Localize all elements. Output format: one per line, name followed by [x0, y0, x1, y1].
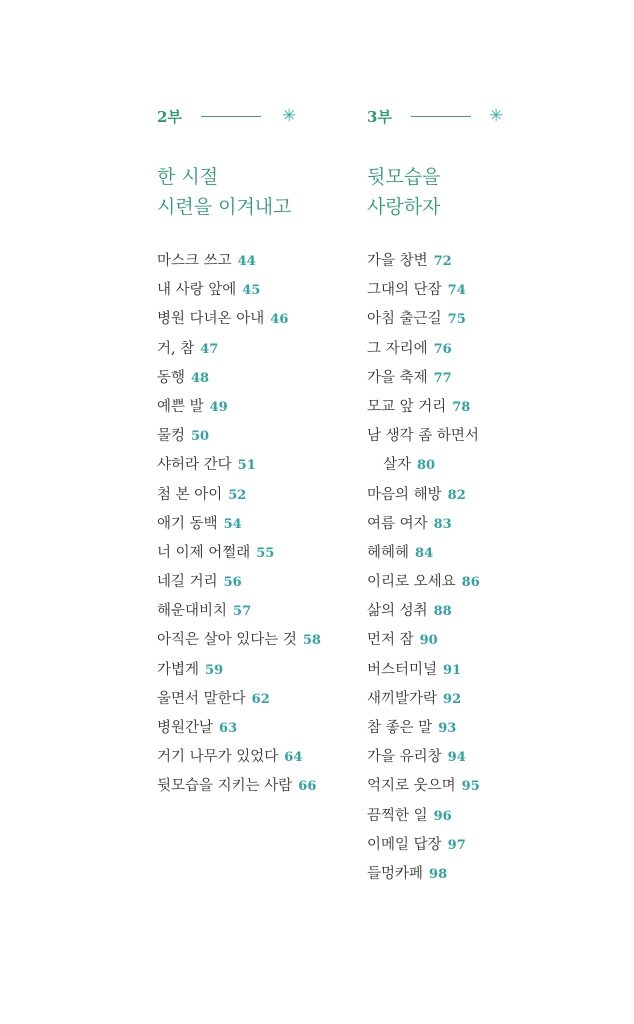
toc-entry-page-number: 46 — [270, 312, 289, 328]
part-3-label: 3부 — [367, 108, 392, 126]
toc-entry-title: 가을 창변 — [367, 253, 428, 269]
toc-entry-title: 너 이제 어쩔래 — [157, 544, 251, 561]
toc-entry-title: 아직은 살아 있다는 것 — [157, 632, 297, 649]
toc-entry-title: 여름 여자 — [367, 515, 428, 532]
toc-entry — [157, 335, 321, 364]
toc-entry-title: 샤허라 간다 — [157, 457, 232, 474]
toc-entry-page-number: 57 — [233, 604, 252, 620]
toc-entry — [367, 393, 480, 422]
toc-entry — [367, 276, 480, 305]
part-2-title — [157, 162, 292, 222]
toc-entry — [367, 831, 480, 860]
toc-entry-page-number: 84 — [415, 545, 434, 561]
toc-entry-page-number: 98 — [429, 866, 448, 882]
toc-entry-title: 병원간날 — [157, 720, 214, 736]
toc-entry-page-number: 45 — [242, 283, 261, 299]
toc-entry-page-number: 95 — [461, 779, 480, 795]
toc-entry — [367, 568, 480, 597]
toc-entry-page-number: 66 — [298, 779, 317, 795]
toc-entry-title: 예쁜 발 — [157, 398, 204, 415]
toc-entry — [367, 714, 480, 743]
toc-entry — [367, 305, 480, 334]
toc-entry — [157, 772, 321, 801]
toc-entry-page-number: 47 — [200, 341, 219, 357]
toc-entry-title: 울면서 말한다 — [157, 690, 246, 707]
toc-entry-page-number: 49 — [209, 399, 228, 415]
toc-entry-title: 삶의 성취 — [367, 603, 428, 620]
part-2-rule — [201, 116, 261, 117]
snowflake-icon: ✳ — [489, 106, 504, 126]
toc-entry-title: 아침 출근길 — [367, 311, 442, 328]
toc-entry — [367, 247, 480, 276]
toc-entry — [367, 772, 480, 801]
toc-entry-title: 참 좋은 말 — [367, 720, 433, 736]
snowflake-icon: ✳ — [282, 106, 297, 126]
toc-entry-title: 애기 동백 — [157, 515, 218, 532]
toc-entry — [367, 656, 480, 685]
toc-entry-page-number: 59 — [205, 662, 224, 678]
toc-entry-page-number: 72 — [433, 254, 452, 269]
toc-entry-page-number: 63 — [219, 721, 238, 736]
toc-entry — [157, 305, 321, 334]
toc-entry — [157, 247, 321, 276]
toc-entry-page-number: 64 — [284, 750, 303, 766]
part-2-title-line-2: 시련을 이겨내고 — [157, 196, 292, 218]
toc-entry-title: 마음의 해방 — [367, 486, 442, 503]
toc-entry — [367, 743, 480, 772]
toc-entry-page-number: 91 — [443, 662, 462, 678]
toc-entry — [157, 510, 321, 539]
toc-entry — [157, 393, 321, 422]
toc-entry-page-number: 83 — [433, 516, 452, 532]
toc-entry-title: 첨 본 아이 — [157, 486, 223, 503]
toc-entry — [157, 539, 321, 568]
toc-entry-title: 억지로 웃으며 — [367, 778, 456, 795]
toc-entry-title: 이리로 오세요 — [367, 574, 456, 591]
toc-entry — [367, 364, 480, 393]
toc-entry — [157, 364, 321, 393]
toc-entry-page-number: 86 — [461, 575, 480, 591]
toc-entry — [367, 510, 480, 539]
toc-entry — [367, 685, 480, 714]
part-2-toc-list — [157, 247, 321, 802]
toc-entry-title: 네길 거리 — [157, 574, 218, 591]
toc-entry-title: 거, 참 — [157, 340, 195, 357]
toc-entry-title: 해운대비치 — [157, 603, 228, 620]
toc-entry — [157, 685, 321, 714]
toc-entry — [367, 597, 480, 626]
toc-entry-page-number: 97 — [447, 837, 466, 853]
toc-entry-title: 거기 나무가 있었다 — [157, 749, 279, 766]
toc-entry-page-number: 74 — [447, 283, 466, 299]
toc-entry-page-number: 52 — [228, 487, 247, 503]
toc-entry-page-number: 80 — [417, 458, 436, 474]
toc-entry-title: 이메일 답장 — [367, 836, 442, 853]
toc-entry-title: 그 자리에 — [367, 340, 428, 357]
toc-entry-title: 가을 축제 — [367, 369, 428, 386]
toc-entry — [157, 451, 321, 480]
toc-entry-title: 물컹 — [157, 428, 186, 445]
part-3-rule — [411, 116, 471, 117]
toc-entry-title: 병원 다녀온 아내 — [157, 311, 265, 328]
toc-entry — [157, 422, 321, 451]
toc-entry-title: 모교 앞 거리 — [367, 398, 447, 415]
toc-entry-title: 동행 — [157, 369, 186, 386]
toc-entry-page-number: 51 — [237, 458, 256, 474]
toc-entry-title: 뒷모습을 지키는 사람 — [157, 778, 293, 795]
toc-entry-page-number: 94 — [447, 750, 466, 766]
toc-entry-title: 헤헤헤 — [367, 544, 410, 561]
toc-entry — [367, 539, 480, 568]
toc-entry-title: 끔찍한 일 — [367, 807, 428, 824]
toc-entry-title: 마스크 쓰고 — [157, 253, 232, 269]
toc-entry-page-number: 82 — [447, 487, 466, 503]
toc-entry-page-number: 55 — [256, 545, 275, 561]
toc-entry-page-number: 50 — [191, 429, 210, 445]
toc-entry — [157, 568, 321, 597]
toc-entry — [367, 422, 480, 451]
part-3-toc-list — [367, 247, 480, 889]
toc-entry — [157, 626, 321, 655]
part-2-header — [157, 106, 357, 127]
toc-entry-page-number: 48 — [191, 370, 210, 386]
part-2-title-line-1: 한 시절 — [157, 166, 219, 188]
toc-entry-page-number: 58 — [302, 633, 321, 649]
toc-entry — [367, 860, 480, 889]
toc-entry — [157, 597, 321, 626]
toc-entry — [367, 802, 480, 831]
toc-entry — [157, 481, 321, 510]
toc-entry-page-number: 76 — [433, 341, 452, 357]
toc-entry-title: 가볍게 — [157, 661, 200, 678]
toc-entry-title: 내 사랑 앞에 — [157, 282, 237, 299]
toc-entry-title: 들멍카페 — [367, 865, 424, 882]
toc-entry — [157, 714, 321, 743]
part-3-title — [367, 162, 440, 222]
toc-entry — [367, 481, 480, 510]
toc-entry-page-number: 88 — [433, 604, 452, 620]
toc-entry — [157, 656, 321, 685]
part-2-label: 2부 — [157, 108, 182, 126]
toc-entry-page-number: 96 — [433, 808, 452, 824]
toc-entry-page-number: 90 — [419, 633, 438, 649]
toc-entry-page-number: 78 — [452, 399, 471, 415]
toc-entry-title: 남 생각 좀 하면서 — [367, 428, 479, 445]
toc-entry-title: 버스터미널 — [367, 661, 438, 678]
toc-entry — [157, 276, 321, 305]
toc-entry-title: 먼저 잠 — [367, 632, 414, 649]
toc-entry-page-number: 77 — [433, 370, 452, 386]
toc-entry-title: 새끼발가락 — [367, 690, 438, 707]
toc-entry — [367, 626, 480, 655]
part-3-title-line-2: 사랑하자 — [367, 196, 441, 218]
toc-entry-page-number: 44 — [237, 254, 256, 269]
toc-entry-title: 가을 유리창 — [367, 749, 442, 766]
toc-entry-page-number: 56 — [223, 575, 242, 591]
toc-entry — [157, 743, 321, 772]
toc-entry-page-number: 54 — [223, 516, 242, 532]
part-3-header — [367, 106, 567, 127]
toc-entry-page-number: 75 — [447, 312, 466, 328]
toc-entry-page-number: 62 — [251, 691, 270, 707]
toc-entry — [367, 451, 480, 480]
toc-entry-page-number: 92 — [443, 691, 462, 707]
part-3-title-line-1: 뒷모습을 — [367, 166, 441, 188]
toc-entry-title: 살자 — [383, 457, 412, 474]
toc-entry-page-number: 93 — [438, 721, 457, 736]
toc-entry-title: 그대의 단잠 — [367, 282, 442, 299]
toc-entry — [367, 335, 480, 364]
